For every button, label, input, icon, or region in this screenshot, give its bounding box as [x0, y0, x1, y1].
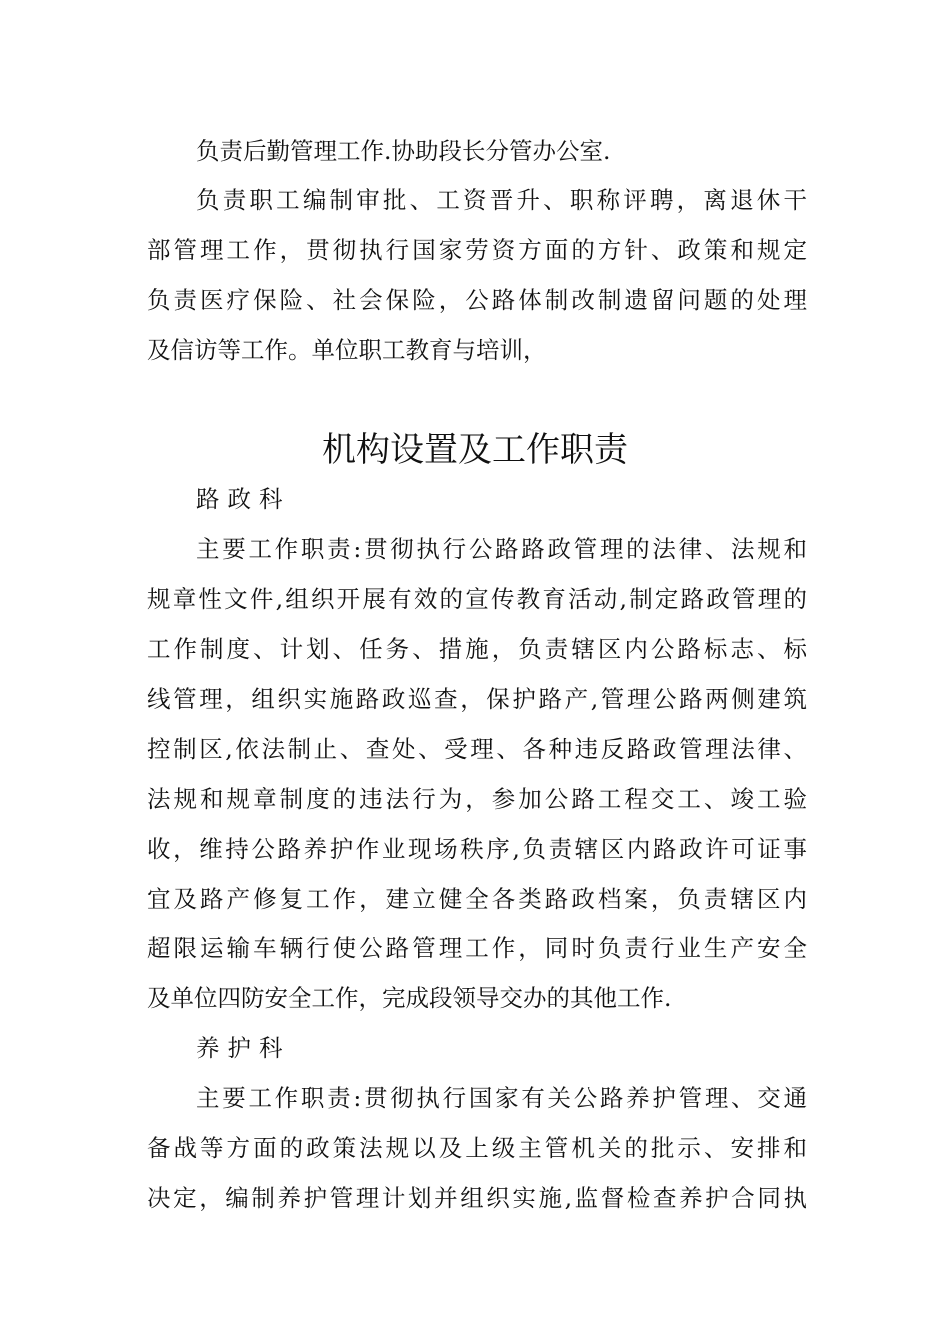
road-admin-duty-line-4: 线管理，组织实施路政巡查，保护路产,管理公路两侧建筑 — [147, 685, 807, 713]
road-admin-duty-line-1: 主要工作职责:贯彻执行公路路政管理的法律、法规和 — [196, 535, 807, 563]
paragraph-logistics-line: 负责后勤管理工作.协助段长分管办公室. — [196, 137, 611, 165]
road-admin-duty-line-5: 控制区,依法制止、查处、受理、各种违反路政管理法律、 — [147, 735, 807, 763]
road-admin-duty-line-9: 超限运输车辆行使公路管理工作，同时负责行业生产安全 — [147, 934, 807, 962]
department-heading-maintenance: 养护科 — [196, 1034, 291, 1062]
road-admin-duty-line-3: 工作制度、计划、任务、措施，负责辖区内公路标志、标 — [147, 635, 807, 663]
paragraph-personnel-line-2: 部管理工作，贯彻执行国家劳资方面的方针、政策和规定 — [147, 236, 807, 264]
paragraph-personnel-line-3: 负责医疗保险、社会保险，公路体制改制遗留问题的处理 — [147, 286, 807, 314]
paragraph-personnel-line-4: 及信访等工作。单位职工教育与培训， — [147, 336, 547, 364]
road-admin-duty-line-10: 及单位四防安全工作，完成段领导交办的其他工作. — [147, 984, 672, 1012]
maintenance-duty-line-1: 主要工作职责:贯彻执行国家有关公路养护管理、交通 — [196, 1084, 807, 1112]
maintenance-duty-line-2: 备战等方面的政策法规以及上级主管机关的批示、安排和 — [147, 1134, 807, 1162]
road-admin-duty-line-7: 收，维持公路养护作业现场秩序,负责辖区内路政许可证事 — [147, 835, 807, 863]
department-heading-road-admin: 路政科 — [196, 485, 291, 513]
section-title: 机构设置及工作职责 — [322, 430, 628, 470]
road-admin-duty-line-6: 法规和规章制度的违法行为，参加公路工程交工、竣工验 — [147, 785, 807, 813]
paragraph-personnel-line-1: 负责职工编制审批、工资晋升、职称评聘，离退休干 — [196, 186, 807, 214]
road-admin-duty-line-8: 宜及路产修复工作，建立健全各类路政档案，负责辖区内 — [147, 885, 807, 913]
maintenance-duty-line-3: 决定，编制养护管理计划并组织实施,监督检查养护合同执 — [147, 1184, 807, 1212]
road-admin-duty-line-2: 规章性文件,组织开展有效的宣传教育活动,制定路政管理的 — [147, 585, 807, 613]
